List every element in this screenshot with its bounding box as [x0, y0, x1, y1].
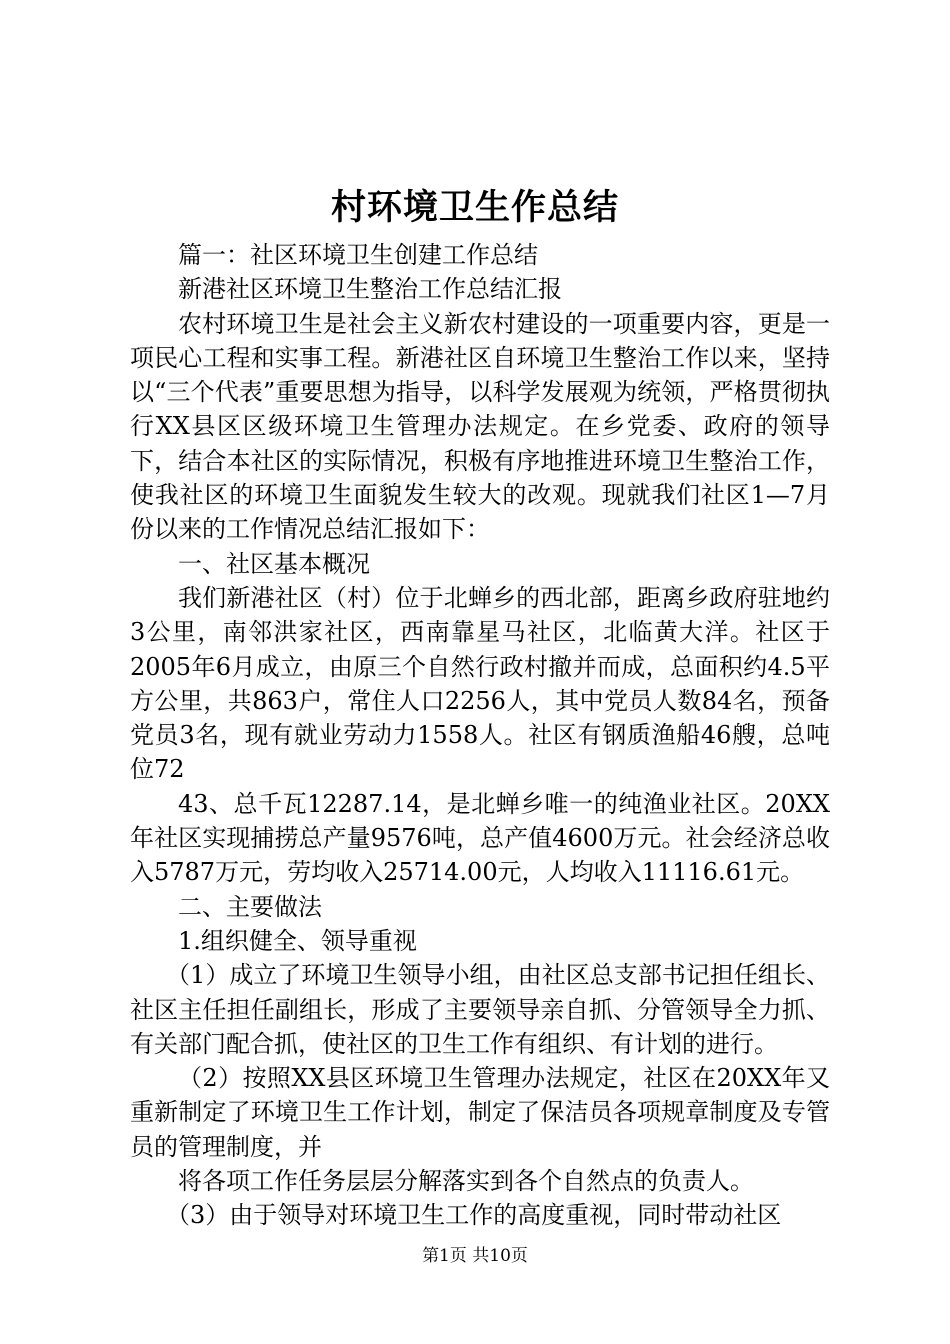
paragraph-item-2: （2）按照XX县区环境卫生管理办法规定，社区在20XX年又重新制定了环境卫生工作计划，制定了保洁员各项规章制度及专管员的管理制度，并: [130, 1064, 830, 1161]
paragraph-item-3: （3）由于领导对环境卫生工作的高度重视，同时带动社区: [166, 1201, 782, 1230]
paragraph-overview-continued: 43、总千瓦12287.14，是北蝉乡唯一的纯渔业社区。20XX年社区实现捕捞总产量9576吨，总产值4600万元。社会经济总收入5787万元，劳均收入25714.00元，人均收入11116.61元。: [130, 789, 830, 887]
report-subtitle: 新港社区环境卫生整治工作总结汇报: [178, 275, 562, 304]
document-title: 村环境卫生作总结: [330, 187, 619, 228]
section-heading: 篇一：社区环境卫生创建工作总结: [178, 241, 538, 269]
paragraph-overview: 我们新港社区（村）位于北蝉乡的西北部，距离乡政府驻地约3公里，南邻洪家社区，西南靠星马社区，北临黄大洋。社区于2005年6月成立，由原三个自然行政村撤并而成，总面积约4.5平方公里，共863户，常住人口2256人，其中党员人数84名，预备党员3名，现有就业劳动力1558人。社区有钢质渔船46艘，总吨位72: [130, 583, 830, 784]
paragraph-intro: 农村环境卫生是社会主义新农村建设的一项重要内容，更是一项民心工程和实事工程。新港社区自环境卫生整治工作以来，坚持以“三个代表”重要思想为指导，以科学发展观为统领，严格贯彻执行XX县区区级环境卫生管理办法规定。在乡党委、政府的领导下，结合本社区的实际情况，积极有序地推进环境卫生整治工作，使我社区的环境卫生面貌发生较大的改观。现就我们社区1—7月份以来的工作情况总结汇报如下：: [130, 309, 830, 544]
section-heading-overview: 一、社区基本概况: [178, 549, 370, 578]
paragraph-item-2-continued: 将各项工作任务层层分解落实到各个自然点的负责人。: [178, 1167, 754, 1196]
section-heading-methods: 二、主要做法: [178, 892, 322, 921]
paragraph-item-1: （1）成立了环境卫生领导小组，由社区总支部书记担任组长、社区主任担任副组长，形成了主要领导亲自抓、分管领导全力抓、有关部门配合抓，使社区的卫生工作有组织、有计划的进行。: [130, 961, 830, 1058]
page-footer: 第1页 共10页: [422, 1246, 528, 1266]
subheading-organization: 1.组织健全、领导重视: [178, 926, 417, 955]
document-body: [130, 238, 830, 1233]
